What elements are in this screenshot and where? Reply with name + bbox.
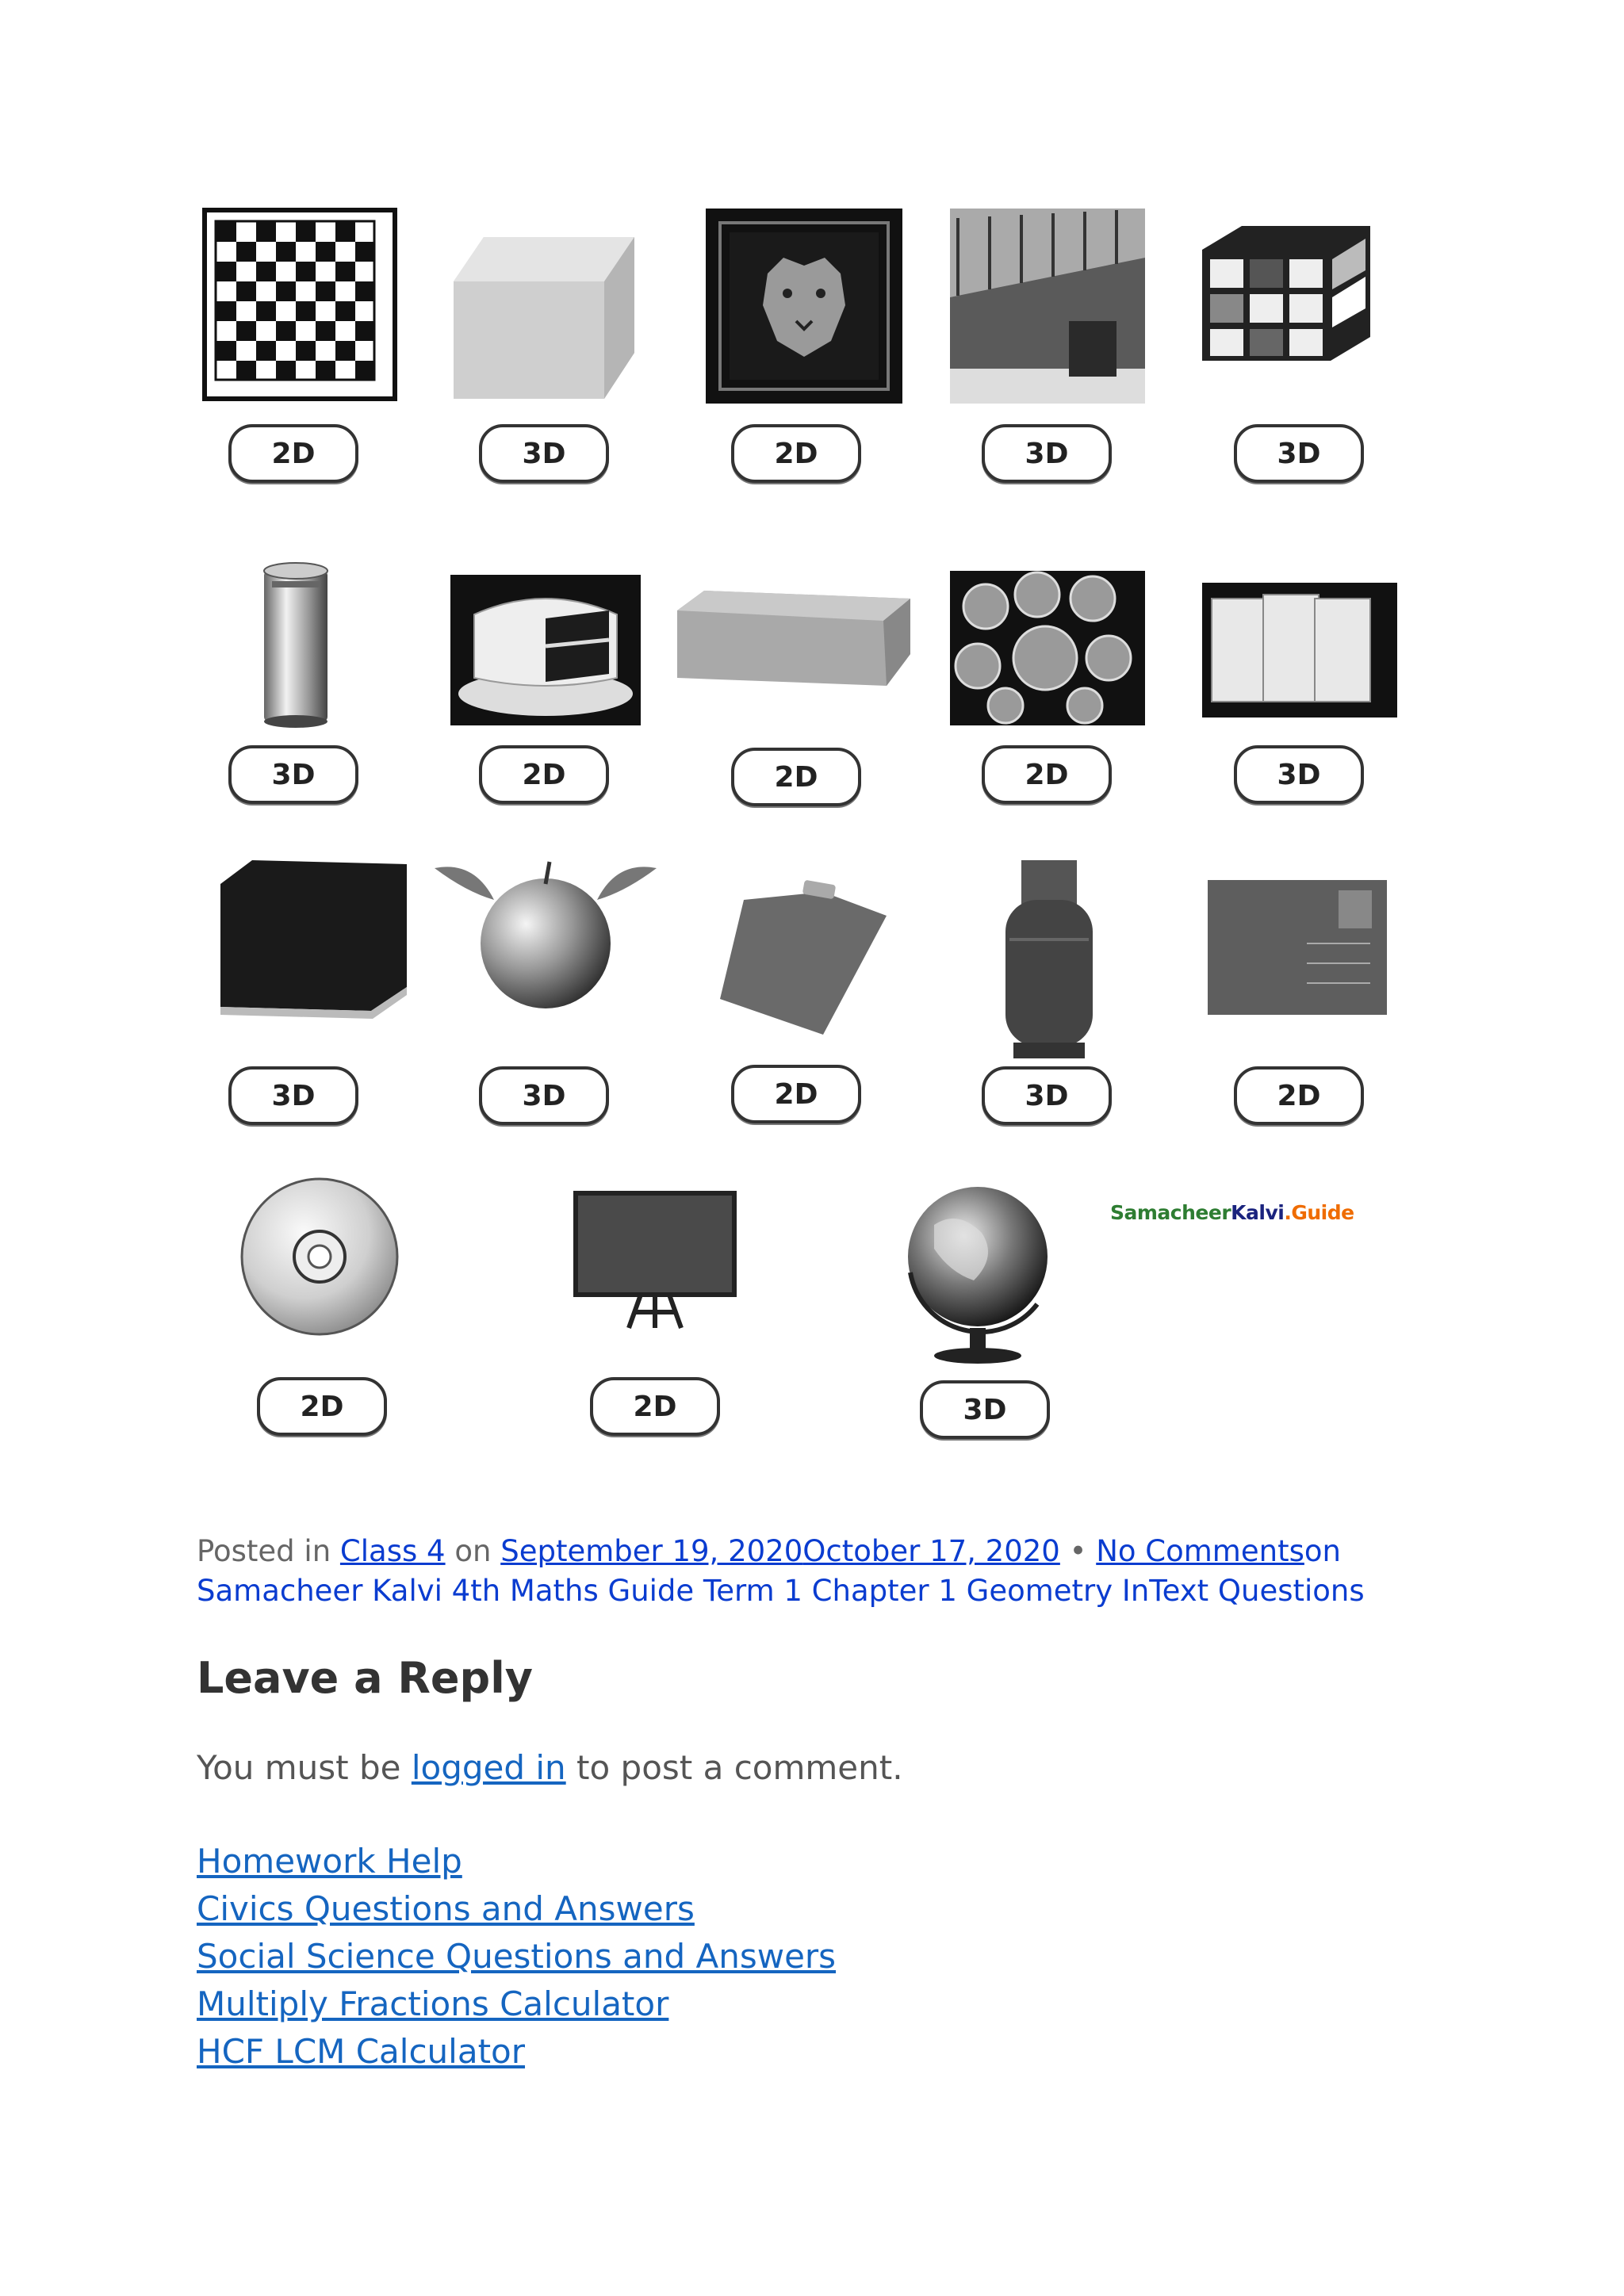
shape-label: 2D <box>731 424 861 483</box>
shape-label: 2D <box>228 424 358 483</box>
shape-label: 3D <box>1234 745 1364 804</box>
comments-suffix: on Samacheer Kalvi 4th Maths Guide Term 1 Chapter 1 Geometry InText Questions <box>197 1534 1365 1608</box>
dustbin-icon <box>264 563 327 728</box>
link-hcf-lcm[interactable]: HCF LCM Calculator <box>197 2032 526 2071</box>
chessboard-icon <box>205 210 395 399</box>
link-civics-qa[interactable]: Civics Questions and Answers <box>197 1889 695 1928</box>
shape-label: 2D <box>479 745 609 804</box>
category-link[interactable]: Class 4 <box>339 1534 446 1568</box>
post-date-link[interactable]: September 19, 2020October 17, 2020 <box>500 1534 1060 1568</box>
site-watermark: SamacheerKalvi.Guide <box>1110 1201 1354 1224</box>
shape-label: 2D <box>731 1065 861 1123</box>
cube-icon <box>454 237 634 399</box>
cake-icon <box>450 575 641 725</box>
clipboard-icon <box>720 880 887 1035</box>
footer-links <box>197 1838 836 2076</box>
gas-cylinder-icon <box>1005 860 1093 1058</box>
shapes-worksheet-image <box>197 202 1411 1451</box>
shape-label: 2D <box>590 1377 720 1436</box>
rubiks-cube-icon <box>1202 226 1370 361</box>
cd-disc-icon <box>242 1179 397 1334</box>
postcard-icon <box>1208 880 1387 1015</box>
link-social-science-qa[interactable]: Social Science Questions and Answers <box>197 1937 837 1976</box>
brick-icon <box>677 591 910 686</box>
meta-separator: • <box>1069 1534 1087 1568</box>
banknotes-icon <box>1202 583 1397 718</box>
login-link[interactable]: logged in <box>411 1748 566 1787</box>
coins-icon <box>950 571 1145 725</box>
shape-label: 2D <box>1234 1066 1364 1125</box>
shape-label: 3D <box>228 745 358 804</box>
link-homework-help[interactable]: Homework Help <box>197 1842 462 1881</box>
shape-label: 3D <box>228 1066 358 1125</box>
shape-label: 3D <box>479 1066 609 1125</box>
worksheet-pictures <box>197 202 1411 1451</box>
shed-roof-icon <box>950 209 1145 404</box>
shape-label: 3D <box>982 1066 1112 1125</box>
shape-label: 2D <box>731 748 861 806</box>
globe-icon <box>908 1187 1048 1364</box>
framed-picture-icon <box>706 209 902 404</box>
book-icon <box>220 860 407 1019</box>
shape-label: 3D <box>479 424 609 483</box>
blackboard-icon <box>576 1193 734 1328</box>
login-note: You must be logged in to post a comment. <box>197 1748 903 1787</box>
apple-icon <box>435 862 657 1008</box>
comments-link[interactable]: No Comments <box>1096 1534 1304 1568</box>
shape-label: 3D <box>982 424 1112 483</box>
shape-label: 2D <box>257 1377 387 1436</box>
reply-heading: Leave a Reply <box>197 1653 533 1703</box>
link-multiply-fractions[interactable]: Multiply Fractions Calculator <box>197 1984 669 2023</box>
shape-label: 3D <box>920 1380 1050 1439</box>
post-meta: Posted in Class 4 on September 19, 2020October 17, 2020 • No Commentson Samacheer Kalvi 4th Maths Guide Term 1 Chapter 1 Geometry InText Questions <box>197 1534 1365 1608</box>
shape-label: 3D <box>1234 424 1364 483</box>
shape-label: 2D <box>982 745 1112 804</box>
